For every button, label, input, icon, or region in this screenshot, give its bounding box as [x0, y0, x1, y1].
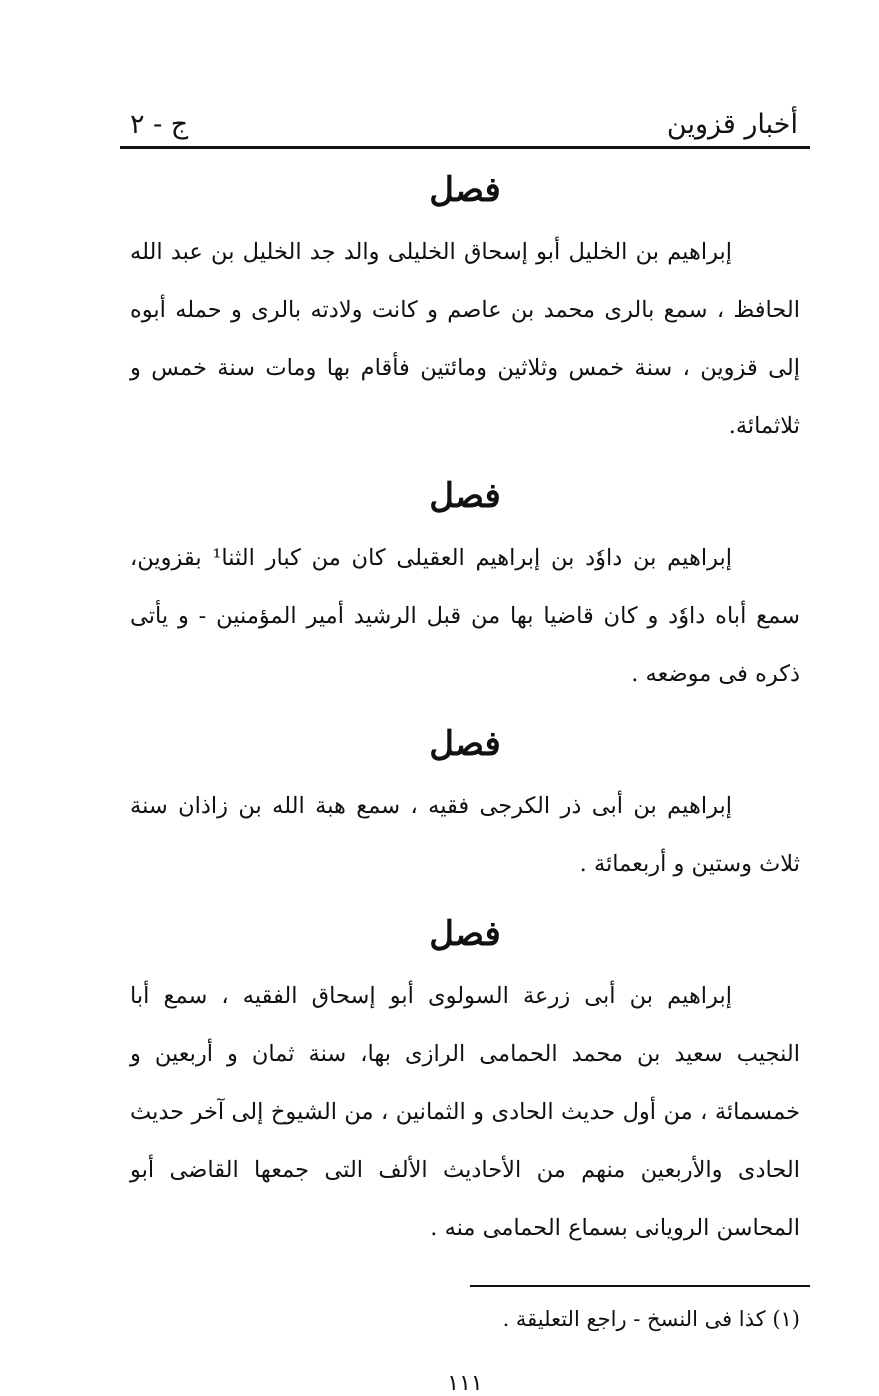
footnote-rule [470, 1285, 810, 1287]
section-text: إبراهيم بن أبى زرعة السولوى أبو إسحاق الفقيه ، سمع أبا النجيب سعيد بن محمد الحمامى الرازى بها، سنة ثمان و أربعين و خمسمائة ، من أول حديث الحادى و الثمانين ، من الشيوخ إلى آخر حديث الحادى والأربعين منهم من الأحاديث الألف التى جمعها القاضى أبو المحاسن الرويانى بسماع الحمامى منه . [130, 983, 800, 1241]
section-1 [120, 170, 810, 455]
page-number: ١١١ [447, 1371, 483, 1396]
section-text: إبراهيم بن داوٗد بن إبراهيم العقيلى كان من كبار الثنا¹ بقزوين، سمع أباه داوٗد و كان قاضيا بها من قبل الرشيد أمير المؤمنين - و يأتى ذكره فى موضعه . [130, 545, 800, 687]
section-text: إبراهيم بن الخليل أبو إسحاق الخليلى والد جد الخليل بن عبد الله الحافظ ، سمع بالرى محمد بن عاصم و كانت ولادته بالرى و حمله أبوه إلى قزوين ، سنة خمس وثلاثين ومائتين فأقام بها ومات سنة خمس و ثلاثمائة. [130, 239, 800, 439]
section-heading: فصل [429, 914, 501, 954]
section-4 [120, 914, 810, 1257]
header-rule [120, 146, 810, 149]
volume-label: ج - ٢ [130, 109, 189, 140]
document-page [120, 96, 810, 1396]
section-heading: فصل [429, 476, 501, 516]
section-2 [120, 476, 810, 703]
book-title: أخبار قزوين [666, 109, 798, 140]
section-text: إبراهيم بن أبى ذر الكرجى فقيه ، سمع هبة الله بن زاذان سنة ثلاث وستين و أربعمائة . [130, 793, 800, 877]
section-heading: فصل [429, 170, 501, 210]
footnote: (١) كذا فى النسخ - راجع التعليقة . [502, 1307, 800, 1331]
section-heading: فصل [429, 724, 501, 764]
running-header [120, 96, 810, 140]
section-3 [120, 724, 810, 893]
